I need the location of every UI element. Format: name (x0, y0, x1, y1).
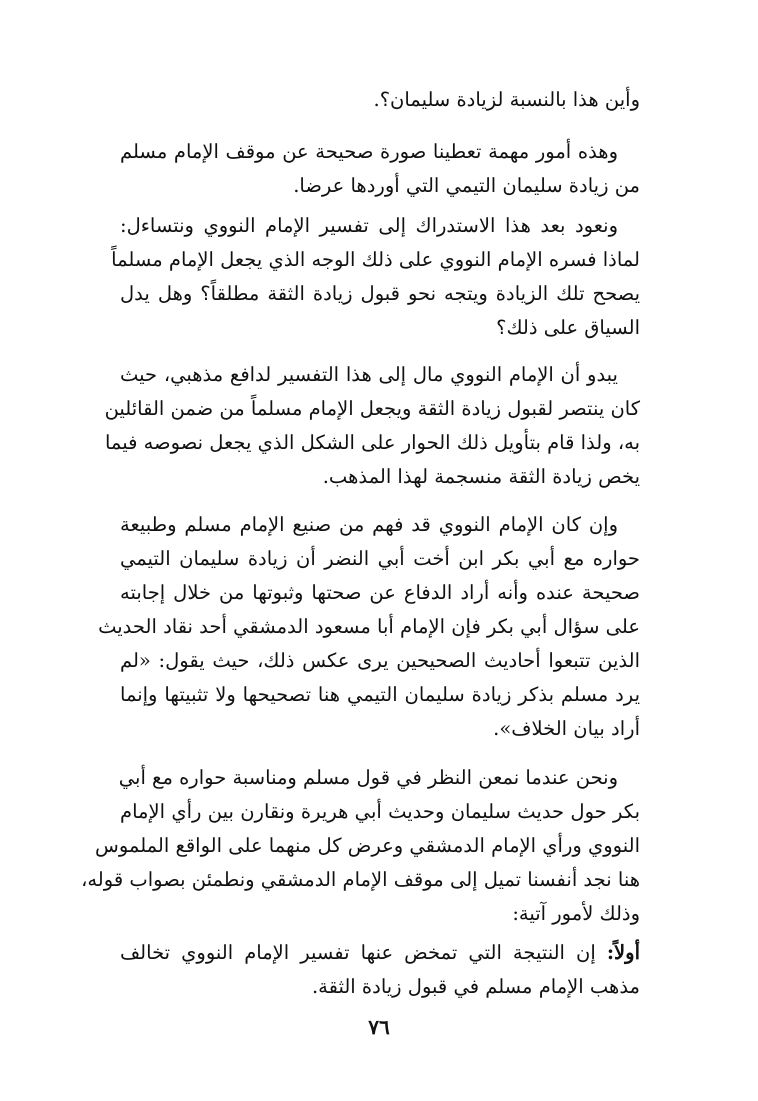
text-line: يصحح تلك الزيادة ويتجه نحو قبول زيادة الثقة مطلقاً؟ وهل يدل (120, 282, 640, 305)
text-line: بكر حول حديث سليمان وحديث أبي هريرة ونقارن بين رأي الإمام (120, 800, 640, 823)
paragraph-5 (98, 508, 640, 746)
paragraph-3 (111, 209, 640, 345)
point-one (120, 936, 640, 1004)
text-line: لماذا فسره الإمام النووي على ذلك الوجه الذي يجعل الإمام مسلماً (111, 248, 640, 271)
text-line: صحيحة عنده وأنه أراد الدفاع عن صحتها وثبوتها من خلال إجابته (120, 581, 640, 604)
text-line: يخص زيادة الثقة منسجمة لهذا المذهب. (322, 465, 640, 488)
text-line: ونحن عندما نمعن النظر في قول مسلم ومناسبة حواره مع أبي (118, 766, 618, 789)
text-line: وإن كان الإمام النووي قد فهم من صنيع الإمام مسلم وطبيعة (120, 513, 618, 536)
text-line: حواره مع أبي بكر ابن أخت أبي النضر أن زيادة سليمان التيمي (120, 547, 640, 570)
text-line: هنا نجد أنفسنا تميل إلى موقف الإمام الدمشقي ونطمئن بصواب قوله، (81, 868, 640, 891)
page-number: ٧٦ (368, 1015, 390, 1039)
text-line: ونعود بعد هذا الاستدراك إلى تفسير الإمام النووي ونتساءل: (120, 214, 618, 237)
text-line: على سؤال أبي بكر فإن الإمام أبا مسعود الدمشقي أحد نقاد الحديث (98, 615, 640, 638)
text-line: الذين تتبعوا أحاديث الصحيحين يرى عكس ذلك، حيث يقول: «لم (120, 649, 640, 672)
text-line: به، ولذا قام بتأويل ذلك الحوار على الشكل الذي يجعل نصوصه فيما (104, 431, 640, 454)
paragraph-1 (120, 83, 640, 117)
text-line: وذلك لأمور آتية: (512, 902, 640, 925)
text-line: أراد بيان الخلاف». (493, 717, 640, 740)
paragraph-4 (104, 358, 640, 494)
paragraph-6 (81, 761, 640, 931)
text-line: النووي ورأي الإمام الدمشقي وعرض كل منهما على الواقع الملموس (95, 834, 640, 857)
point-label: أولاً: (606, 941, 640, 964)
text-line: يرد مسلم بذكر زيادة سليمان التيمي هنا تصحيحها ولا تثبيتها وإنما (120, 683, 640, 706)
paragraph-2 (120, 135, 640, 203)
text-line: وهذه أمور مهمة تعطينا صورة صحيحة عن موقف الإمام مسلم (120, 140, 618, 163)
text-line: كان ينتصر لقبول زيادة الثقة ويجعل الإمام مسلماً من ضمن القائلين (104, 397, 640, 420)
text-line: مذهب الإمام مسلم في قبول زيادة الثقة. (311, 975, 640, 998)
text-line (120, 936, 640, 970)
text-line: يبدو أن الإمام النووي مال إلى هذا التفسير لدافع مذهبي، حيث (120, 363, 618, 386)
point-text: إن النتيجة التي تمخض عنها تفسير الإمام النووي تخالف (120, 941, 596, 964)
text-line: السياق على ذلك؟ (496, 316, 640, 339)
text-line: وأين هذا بالنسبة لزيادة سليمان؟. (373, 88, 640, 111)
text-line: من زيادة سليمان التيمي التي أوردها عرضا. (293, 174, 640, 197)
